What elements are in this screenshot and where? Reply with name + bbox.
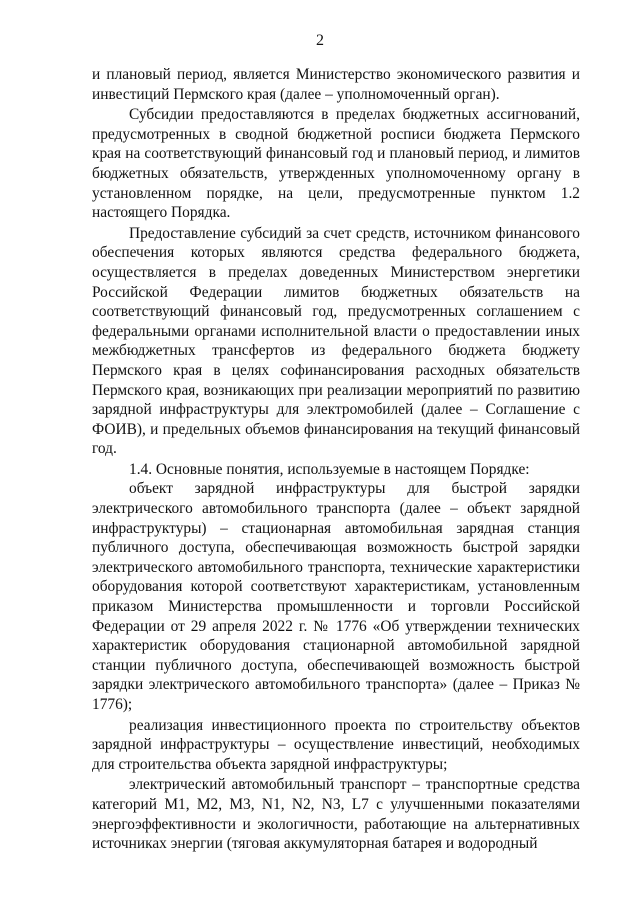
definition-electric-transport: электрический автомобильный транспорт – транспортные средства категорий M1, M2, M3, N1, N2, N3, L7 с улучшенными показателями энергоэффективности и экологичности, работающие на альтернативных источниках энергии (тяговая аккумуляторная батарея и водородный <box>92 776 580 853</box>
paragraph-authorized-body: и плановый период, является Министерство экономического развития и инвестиций Пермского края (далее – уполномоченный орган). <box>92 66 580 103</box>
paragraph-federal-funding: Предоставление субсидий за счет средств, источником финансового обеспечения которых являются средства федерального бюджета, осуществляется в пределах доведенных Министерством энергетики Российской Федерации лимитов бюджетных обязательств на соответствующий финансовый год, предусмотренных соглашением с федеральными органами исполнительной власти о предоставлении иных межбюджетных трансфертов из федерального бюджета бюджету Пермского края в целях софинансирования расходных обязательств Пермского края, возникающих при реализации мероприятий по развитию зарядной инфраструктуры для электромобилей (далее – Соглашение с ФОИВ), и предельных объемов финансирования на текущий финансовый год. <box>92 224 580 458</box>
section-heading-basic-concepts: 1.4. Основные понятия, используемые в настоящем Порядке: <box>129 460 530 478</box>
paragraph-subsidies-limits: Субсидии предоставляются в пределах бюджетных ассигнований, предусмотренных в сводной бюджетной росписи бюджета Пермского края на соответствующий финансовый год и плановый период, и лимитов бюджетных обязательств, утвержденных уполномоченному органу в установленном порядке, на цели, предусмотренные пунктом 1.2 настоящего Порядка. <box>92 106 580 222</box>
page-number: 2 <box>316 32 324 49</box>
definition-charging-infrastructure: объект зарядной инфраструктуры для быстрой зарядки электрического автомобильного транспорта (далее – объект зарядной инфраструктуры) – стационарная автомобильная зарядная станция публичного доступа, обеспечивающая возможность быстрой зарядки электрического автомобильного транспорта, технические характеристики оборудования которой соответствуют характеристикам, установленным приказом Министерства промышленности и торговли Российской Федерации от 29 апреля 2022 г. № 1776 «Об утверждении технических характеристик оборудования стационарной автомобильной зарядной станции публичного доступа, обеспечивающей возможность быстрой зарядки электрического автомобильного транспорта» (далее – Приказ № 1776); <box>92 480 580 713</box>
definition-investment-project: реализация инвестиционного проекта по строительству объектов зарядной инфраструктуры – осуществление инвестиций, необходимых для строительства объекта зарядной инфраструктуры; <box>92 716 580 773</box>
document-body <box>92 65 580 854</box>
